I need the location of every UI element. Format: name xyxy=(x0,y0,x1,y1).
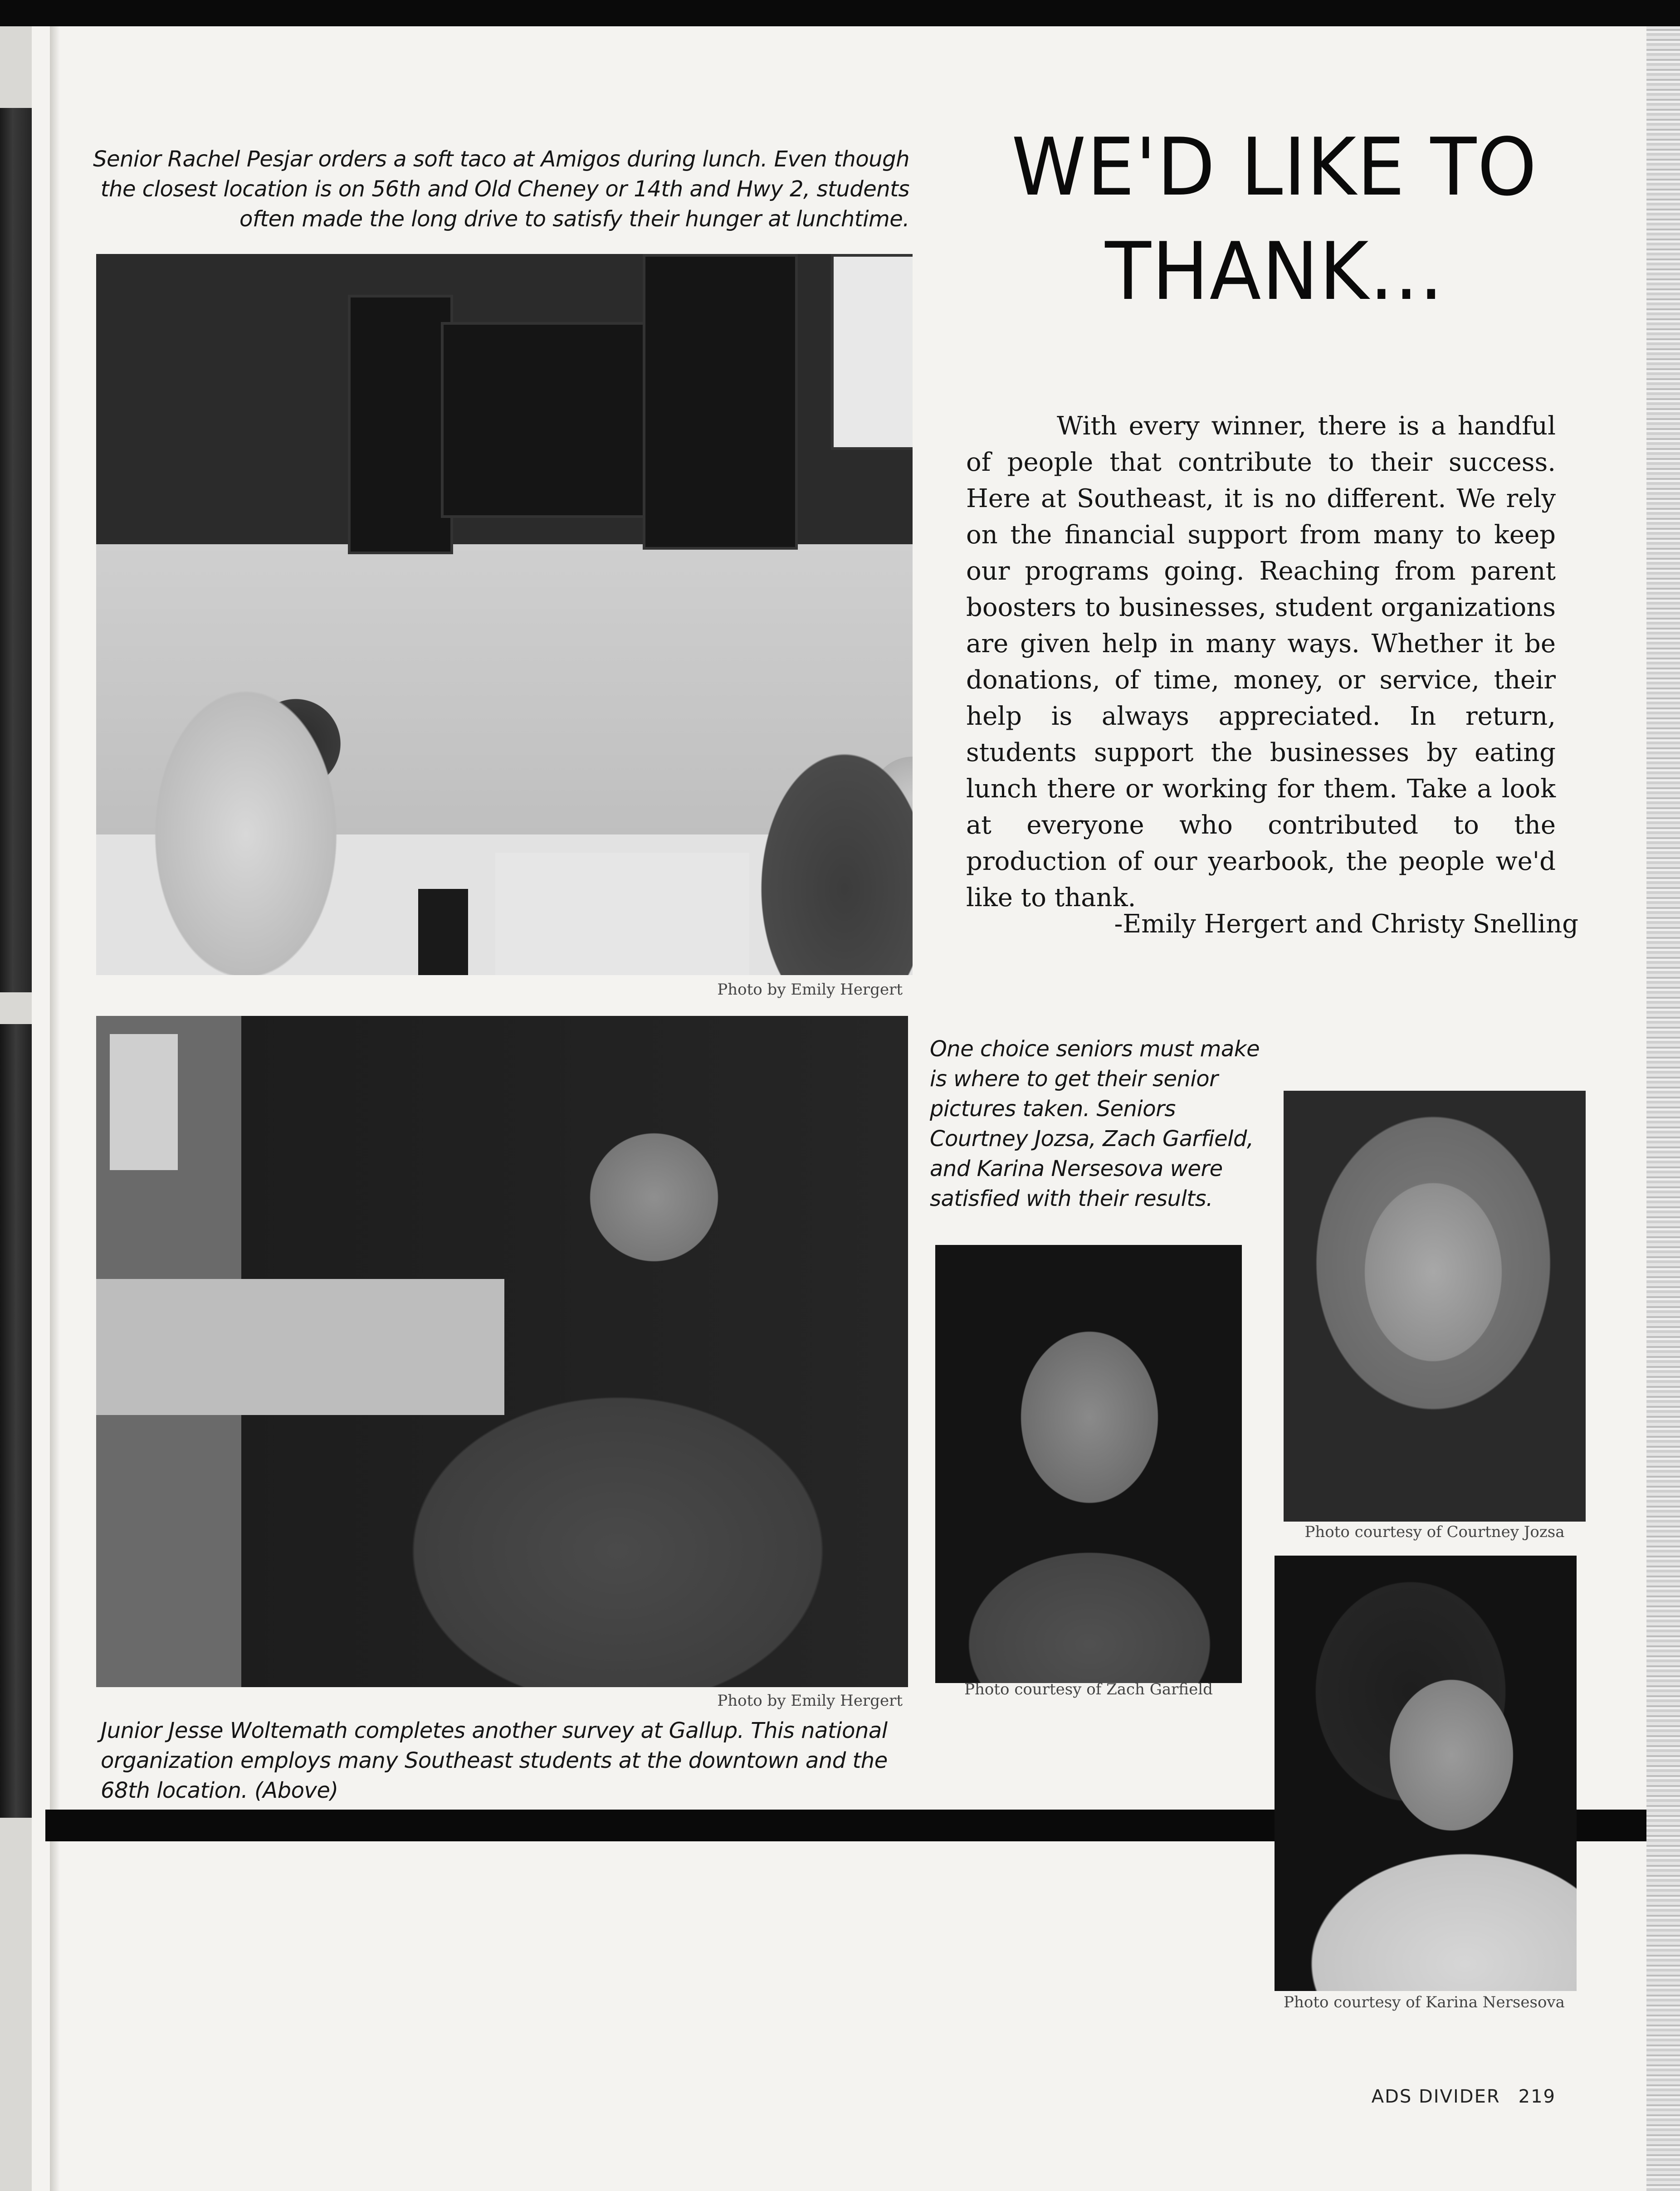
amigos-photo-credit: Photo by Emily Hergert xyxy=(717,981,903,999)
gallup-photo-caption: Junior Jesse Woltemath completes another survey at Gallup. This national organization employs many Southeast students at the downtown and the 68th location. (Above) xyxy=(101,1718,888,1803)
gallup-photo xyxy=(96,1016,908,1687)
adjacent-page-edge xyxy=(0,26,32,2191)
courtney-jozsa-portrait xyxy=(1284,1091,1586,1522)
zach-garfield-portrait xyxy=(935,1245,1242,1683)
page-title: WE'D LIKE TO THANK... xyxy=(1011,122,1538,318)
gallup-photo-credit: Photo by Emily Hergert xyxy=(717,1692,903,1710)
senior-pictures-caption: One choice seniors must make is where to get their senior pictures taken. Seniors Courtney Jozsa, Zach Garfield, and Karina Nersesova were satisfied with their results. xyxy=(930,1036,1260,1211)
zach-photo-credit: Photo courtesy of Zach Garfield xyxy=(964,1680,1213,1698)
karina-nersesova-portrait xyxy=(1275,1556,1577,1991)
page-fold xyxy=(50,26,60,2191)
page-footer xyxy=(1365,2086,1556,2107)
amigos-photo-caption: Senior Rachel Pesjar orders a soft taco at Amigos during lunch. Even though the closest location is on 56th and Old Cheney or 14th and Hwy 2, students often made the long drive to satisfy their hunger at lunchtime. xyxy=(93,146,909,232)
page-number: 219 xyxy=(1518,2086,1556,2107)
top-border xyxy=(0,0,1680,26)
karina-photo-credit: Photo courtesy of Karina Nersesova xyxy=(1284,1993,1565,2011)
author-signature: -Emily Hergert and Christy Snelling xyxy=(1114,909,1578,939)
amigos-photo xyxy=(96,254,913,975)
page-edge-texture xyxy=(1646,26,1680,2191)
courtney-photo-credit: Photo courtesy of Courtney Jozsa xyxy=(1304,1523,1565,1541)
intro-text: With every winner, there is a handful of people that contribute to their success. Here at Southeast, it is no different. We rely on the financial support from many to keep our programs going. Reaching from parent boosters to businesses, student organizations are given help in many ways. Whether it be donations, of time, money, or service, their help is always appreciated. In return, students support the businesses by eating lunch there or working for them. Take a look at everyone who contributed to the production of our yearbook, the people we'd like to thank. xyxy=(966,411,1556,913)
section-name: ADS DIVIDER xyxy=(1371,2086,1500,2107)
